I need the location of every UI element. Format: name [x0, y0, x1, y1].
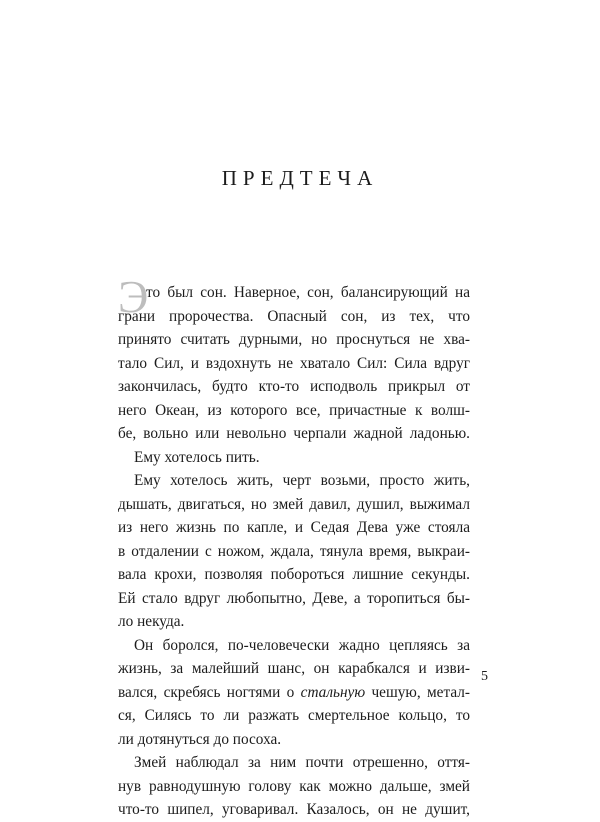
text-line [118, 681, 470, 705]
text-line: нув равнодушную голову как можно дальше, змей [118, 777, 470, 795]
text-line: в отдалении с ножом, ждала, тянула время, выкраи- [118, 542, 470, 560]
text-line: ся, Силясь то ли разжать смертельное кольцо, то [118, 707, 470, 724]
text-line: жизнь, за малейший шанс, он карабкался и изви- [118, 660, 470, 677]
text-line: что-то шипел, уговаривал. Казалось, он не душит, [118, 801, 470, 818]
body-text [118, 271, 470, 822]
text-line: Ей стало вдруг любопытно, Деве, а торопиться бы- [118, 589, 470, 607]
chapter-title: ПРЕДТЕЧА [221, 166, 379, 190]
text-line: грани пророчества. Опасный сон, из тех, что [118, 307, 470, 325]
text-segment: вался, скребясь ногтями о [118, 683, 301, 701]
text-line: ли дотянуться до посоха. [118, 730, 282, 748]
text-line: вала крохи, позволяя побороться лишние секунды. [118, 566, 470, 583]
text-line: из него жизнь по капле, и Седая Дева уже стояла [118, 519, 470, 536]
text-line: Ему хотелось жить, черт возьми, просто жить, [134, 472, 470, 489]
page-number: 5 [481, 669, 488, 684]
text-line: ло некуда. [118, 613, 185, 630]
italic-word: стальную [300, 683, 366, 701]
text-line: него Океан, из которого все, причастные к волш- [118, 401, 470, 419]
text-line: Ему хотелось пить. [134, 448, 260, 466]
text-segment: чешую, метал- [365, 683, 470, 701]
text-line: принято считать дурными, но проснуться не хва- [118, 331, 470, 348]
text-line: Он боролся, по-человечески жадно цепляясь за [134, 636, 470, 654]
text-line: то был сон. Наверное, сон, балансирующий на [146, 284, 470, 301]
text-line: бе, вольно или невольно черпали жадной ладонью. [118, 425, 470, 442]
drop-cap: Э [118, 271, 149, 322]
text-line: тало Сил, и вздохнуть не хватало Сил: Сила вдруг [118, 354, 470, 372]
text-line: закончилась, будто кто-то исподволь прикрыл от [118, 378, 470, 395]
text-line: дышать, двигаться, но змей давил, душил, выжимал [118, 495, 470, 513]
text-line: Змей наблюдал за ним почти отрешенно, оття- [134, 754, 470, 771]
